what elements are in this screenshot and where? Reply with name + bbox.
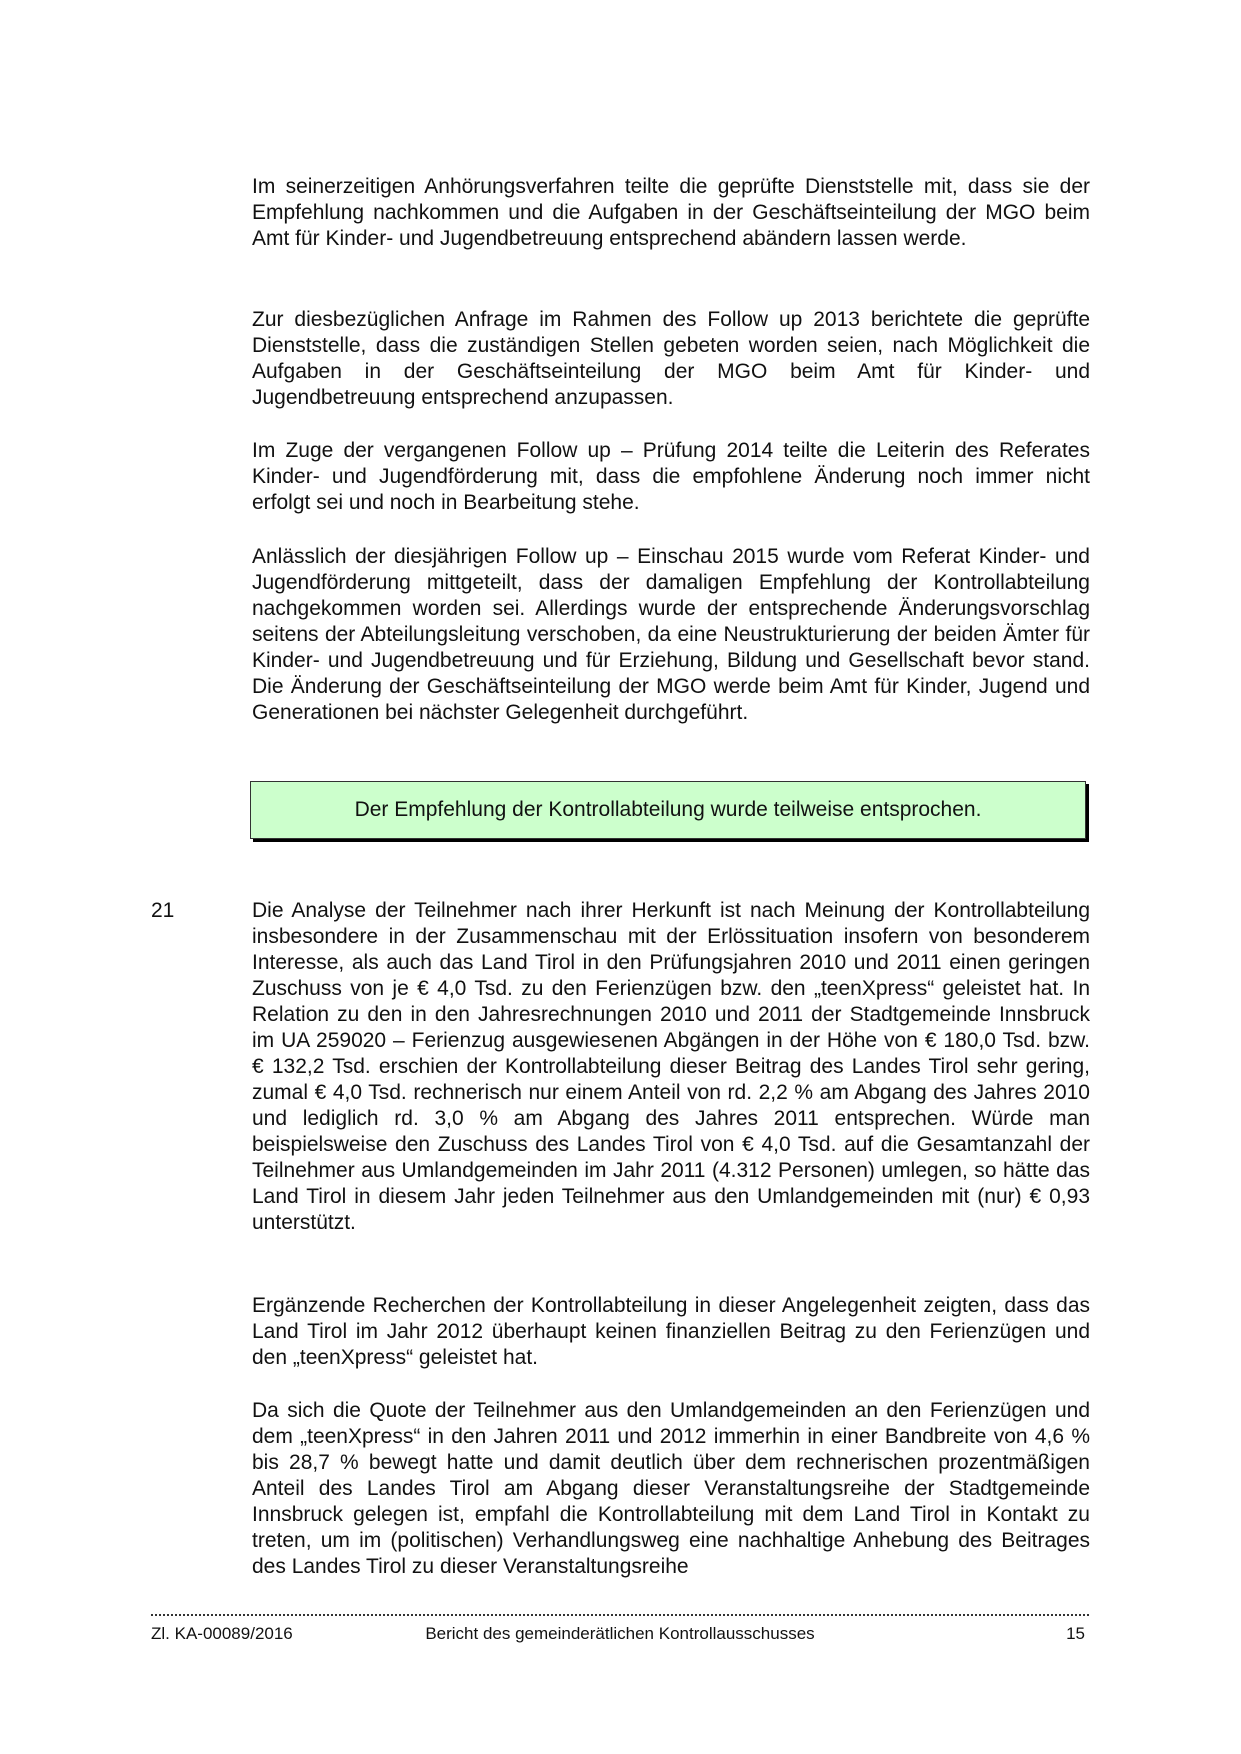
recommendation-result-text: Der Empfehlung der Kontrollabteilung wurde teilweise entsprochen. (354, 798, 982, 821)
paragraph-recommendation: Da sich die Quote der Teilnehmer aus den Umlandgemeinden an den Ferienzügen und dem „teenXpress“ in den Jahren 2011 und 2012 immerhin in einer Bandbreite von 4,6 % bis 28,7 % bewegt hatte und damit deutlich über dem rechnerischen prozentmäßigen Anteil des Landes Tirol am Abgang dieser Veranstaltungsreihe der Stadtgemeinde Innsbruck gelegen ist, empfahl die Kontrollabteilung mit dem Land Tirol in Kontakt zu treten, um im (politischen) Verhandlungsweg eine nachhaltige Anhebung des Beitrages des Landes Tirol zu dieser Veranstaltungsreihe (252, 1399, 1090, 1578)
recommendation-result-box (250, 781, 1086, 839)
paragraph-follow-up-2013: Zur diesbezüglichen Anfrage im Rahmen des Follow up 2013 berichtete die geprüfte Dienststelle, dass die zuständigen Stellen gebeten worden seien, nach Möglichkeit die Aufgaben in der Geschäftseinteilung der MGO beim Amt für Kinder- und Jugendbetreuung entsprechend anzupassen. (252, 308, 1090, 409)
item-number: 21 (151, 899, 175, 922)
footer-divider (151, 1614, 1089, 1616)
paragraph-participant-analysis: Die Analyse der Teilnehmer nach ihrer Herkunft ist nach Meinung der Kontrollabteilung insbesondere in der Zusammenschau mit der Erlössituation insofern von besonderem Interesse, als auch das Land Tirol in den Prüfungsjahren 2010 und 2011 einen geringen Zuschuss von je € 4,0 Tsd. zu den Ferienzügen bzw. den „teenXpress“ geleistet hat. In Relation zu den in den Jahresrechnungen 2010 und 2011 der Stadtgemeinde Innsbruck im UA 259020 – Ferienzug ausgewiesenen Abgängen in der Höhe von € 180,0 Tsd. bzw. € 132,2 Tsd. erschien der Kontrollabteilung dieser Beitrag des Landes Tirol sehr gering, zumal € 4,0 Tsd. rechnerisch nur einem Anteil von rd. 2,2 % am Abgang des Jahres 2010 und lediglich rd. 3,0 % am Abgang des Jahres 2011 entsprechen. Würde man beispielsweise den Zuschuss des Landes Tirol von € 4,0 Tsd. auf die Gesamtanzahl der Teilnehmer aus Umlandgemeinden im Jahr 2011 (4.312 Personen) umlegen, so hätte das Land Tirol in diesem Jahr jeden Teilnehmer aus den Umlandgemeinden mit (nur) € 0,93 unterstützt. (252, 899, 1090, 1234)
footer-page-number: 15 (1066, 1624, 1085, 1643)
paragraph-hearing-procedure: Im seinerzeitigen Anhörungsverfahren teilte die geprüfte Dienststelle mit, dass sie der Empfehlung nachkommen und die Aufgaben in der Geschäftseinteilung der MGO beim Amt für Kinder- und Jugendbetreuung entsprechend abändern lassen werde. (252, 175, 1090, 250)
paragraph-follow-up-2015: Anlässlich der diesjährigen Follow up – Einschau 2015 wurde vom Referat Kinder- und Jugendförderung mittgeteilt, dass der damaligen Empfehlung der Kontrollabteilung nachgekommen worden sei. Allerdings wurde der entsprechende Änderungsvorschlag seitens der Abteilungsleitung verschoben, da eine Neustrukturierung der beiden Ämter für Kinder- und Jugendbetreuung und für Erziehung, Bildung und Gesellschaft bevor stand. Die Änderung der Geschäftseinteilung der MGO werde beim Amt für Kinder, Jugend und Generationen bei nächster Gelegenheit durchgeführt. (252, 545, 1090, 724)
paragraph-follow-up-2014: Im Zuge der vergangenen Follow up – Prüfung 2014 teilte die Leiterin des Referates Kinder- und Jugendförderung mit, dass die empfohlene Änderung noch immer nicht erfolgt sei und noch in Bearbeitung stehe. (252, 439, 1090, 514)
footer-title: Bericht des gemeinderätlichen Kontrollausschusses (425, 1624, 815, 1643)
footer-reference: Zl. KA-00089/2016 (151, 1624, 293, 1643)
paragraph-supplementary-research: Ergänzende Recherchen der Kontrollabteilung in dieser Angelegenheit zeigten, dass das Land Tirol im Jahr 2012 überhaupt keinen finanziellen Beitrag zu den Ferienzügen und den „teenXpress“ geleistet hat. (252, 1294, 1090, 1369)
